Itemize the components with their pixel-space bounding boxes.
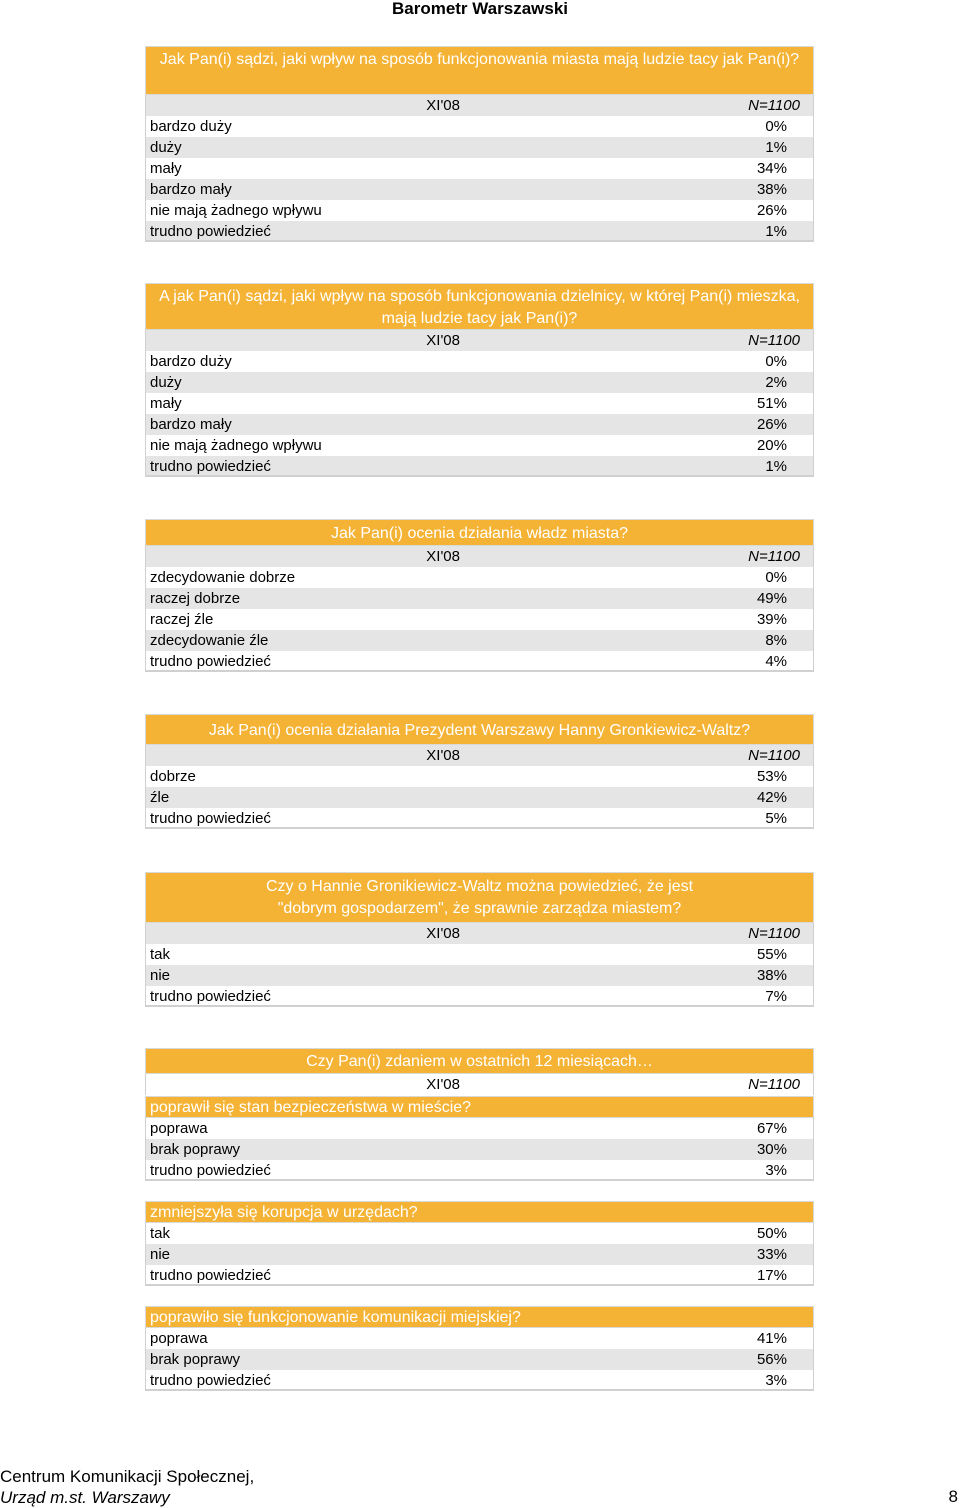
table-row [145, 588, 814, 609]
table-row [145, 1223, 814, 1244]
answer-label: mały [150, 395, 182, 412]
answer-value: 38% [756, 181, 787, 198]
answer-label: trudno powiedzieć [150, 1162, 271, 1179]
page-number: 8 [948, 1487, 958, 1506]
answer-label: nie [150, 1246, 171, 1263]
answer-value: 3% [765, 1162, 787, 1179]
table-row [145, 651, 814, 672]
question-header: Czy o Hannie Gronikiewicz-Waltz można powiedzieć, że jest "dobrym gospodarzem", że sprawnie zarządza miastem? [145, 872, 814, 923]
table-row [145, 1328, 814, 1349]
page-title: Barometr Warszawski [391, 0, 569, 18]
answer-label: brak poprawy [150, 1351, 241, 1368]
answer-value: 0% [765, 353, 787, 370]
answer-label: duży [150, 139, 182, 156]
answer-label: bardzo duży [150, 353, 232, 370]
table-row [145, 456, 814, 477]
answer-value: 55% [756, 946, 787, 963]
period-label: XI'08 [426, 97, 460, 114]
answer-value: 51% [756, 395, 787, 412]
table-row [145, 372, 814, 393]
question-header: Jak Pan(i) ocenia działania władz miasta? [145, 519, 814, 546]
answer-value: 7% [765, 988, 787, 1005]
answer-value: 4% [765, 653, 787, 670]
answer-label: trudno powiedzieć [150, 988, 271, 1005]
table-row [145, 1349, 814, 1370]
answer-value: 2% [765, 374, 787, 391]
answer-label: trudno powiedzieć [150, 458, 271, 475]
answer-label: duży [150, 374, 182, 391]
table-row [145, 1118, 814, 1139]
table-row [145, 137, 814, 158]
column-header-row [145, 745, 814, 766]
answer-label: zdecydowanie źle [150, 632, 269, 649]
question-header: Jak Pan(i) sądzi, jaki wpływ na sposób funkcjonowania miasta mają ludzie tacy jak Pan(i)? [145, 46, 814, 95]
answer-value: 8% [765, 632, 787, 649]
answer-value: 1% [765, 139, 787, 156]
column-header-row [145, 95, 814, 116]
sub-question-safety: poprawił się stan bezpieczeństwa w mieście? [145, 1096, 814, 1118]
table-row [145, 221, 814, 242]
answer-value: 42% [756, 789, 787, 806]
period-label: XI'08 [426, 332, 460, 349]
answer-value: 1% [765, 223, 787, 240]
answer-value: 41% [756, 1330, 787, 1347]
table-row [145, 609, 814, 630]
question-header: Jak Pan(i) ocenia działania Prezydent Warszawy Hanny Gronkiewicz-Waltz? [145, 714, 814, 745]
answer-value: 17% [756, 1267, 787, 1284]
answer-label: bardzo duży [150, 118, 232, 135]
sample-size-label: N=1100 [748, 332, 800, 349]
footer-org-line: Centrum Komunikacji Społecznej, [0, 1467, 255, 1486]
period-label: XI'08 [426, 1076, 460, 1093]
column-header-row [145, 1074, 814, 1095]
table-row [145, 808, 814, 829]
table-row [145, 567, 814, 588]
answer-label: źle [150, 789, 170, 806]
table-row [145, 1244, 814, 1265]
answer-value: 1% [765, 458, 787, 475]
sample-size-label: N=1100 [748, 747, 800, 764]
table-row [145, 787, 814, 808]
answer-label: trudno powiedzieć [150, 653, 271, 670]
table-row [145, 630, 814, 651]
answer-label: mały [150, 160, 182, 177]
sample-size-label: N=1100 [748, 925, 800, 942]
answer-label: dobrze [150, 768, 196, 785]
footer-office-line: Urząd m.st. Warszawy [0, 1488, 170, 1507]
column-header-row [145, 330, 814, 351]
answer-value: 0% [765, 118, 787, 135]
column-header-row [145, 546, 814, 567]
answer-value: 67% [756, 1120, 787, 1137]
survey-table-good-host [145, 872, 814, 1007]
table-row [145, 965, 814, 986]
table-row [145, 1160, 814, 1181]
table-row [145, 158, 814, 179]
answer-label: trudno powiedzieć [150, 223, 271, 240]
survey-table-mayor-rating [145, 714, 814, 829]
period-label: XI'08 [426, 747, 460, 764]
table-row [145, 1265, 814, 1286]
sample-size-label: N=1100 [748, 1076, 800, 1093]
table-row [145, 200, 814, 221]
answer-value: 26% [756, 416, 787, 433]
table-row [145, 944, 814, 965]
sample-size-label: N=1100 [748, 548, 800, 565]
sample-size-label: N=1100 [748, 97, 800, 114]
table-row [145, 986, 814, 1007]
answer-value: 3% [765, 1372, 787, 1389]
table-row [145, 116, 814, 137]
answer-label: nie mają żadnego wpływu [150, 202, 322, 219]
answer-value: 39% [756, 611, 787, 628]
page-footer [0, 1466, 254, 1508]
answer-label: raczej dobrze [150, 590, 241, 607]
answer-label: tak [150, 946, 171, 963]
question-header: Czy Pan(i) zdaniem w ostatnich 12 miesiącach… [145, 1048, 814, 1074]
answer-label: bardzo mały [150, 416, 232, 433]
answer-value: 49% [756, 590, 787, 607]
answer-value: 0% [765, 569, 787, 586]
answer-value: 53% [756, 768, 787, 785]
table-row [145, 766, 814, 787]
answer-label: nie [150, 967, 171, 984]
column-header-row [145, 923, 814, 944]
answer-label: raczej źle [150, 611, 214, 628]
table-row [145, 351, 814, 372]
period-label: XI'08 [426, 548, 460, 565]
question-header: A jak Pan(i) sądzi, jaki wpływ na sposób funkcjonowania dzielnicy, w której Pan(i) mieszka, mają ludzie tacy jak Pan(i)? [145, 283, 814, 330]
answer-label: bardzo mały [150, 181, 232, 198]
table-row [145, 393, 814, 414]
table-row [145, 1370, 814, 1391]
answer-label: zdecydowanie dobrze [150, 569, 296, 586]
table-row [145, 179, 814, 200]
answer-value: 33% [756, 1246, 787, 1263]
answer-value: 26% [756, 202, 787, 219]
survey-table-city-influence [145, 46, 814, 242]
answer-label: tak [150, 1225, 171, 1242]
answer-label: trudno powiedzieć [150, 810, 271, 827]
answer-value: 5% [765, 810, 787, 827]
answer-label: poprawa [150, 1330, 208, 1347]
survey-table-district-influence [145, 283, 814, 477]
sub-question-corruption: zmniejszyła się korupcja w urzędach? [145, 1201, 814, 1223]
table-row [145, 435, 814, 456]
survey-table-last-12-months [145, 1048, 814, 1391]
answer-value: 56% [756, 1351, 787, 1368]
table-row [145, 414, 814, 435]
table-row [145, 1139, 814, 1160]
answer-label: brak poprawy [150, 1141, 241, 1158]
sub-question-transport: poprawiło się funkcjonowanie komunikacji miejskiej? [145, 1306, 814, 1328]
answer-value: 50% [756, 1225, 787, 1242]
period-label: XI'08 [426, 925, 460, 942]
answer-label: trudno powiedzieć [150, 1267, 271, 1284]
survey-table-city-authorities [145, 519, 814, 672]
answer-label: nie mają żadnego wpływu [150, 437, 322, 454]
answer-value: 20% [756, 437, 787, 454]
answer-label: trudno powiedzieć [150, 1372, 271, 1389]
answer-value: 38% [756, 967, 787, 984]
answer-value: 30% [756, 1141, 787, 1158]
answer-value: 34% [756, 160, 787, 177]
answer-label: poprawa [150, 1120, 208, 1137]
